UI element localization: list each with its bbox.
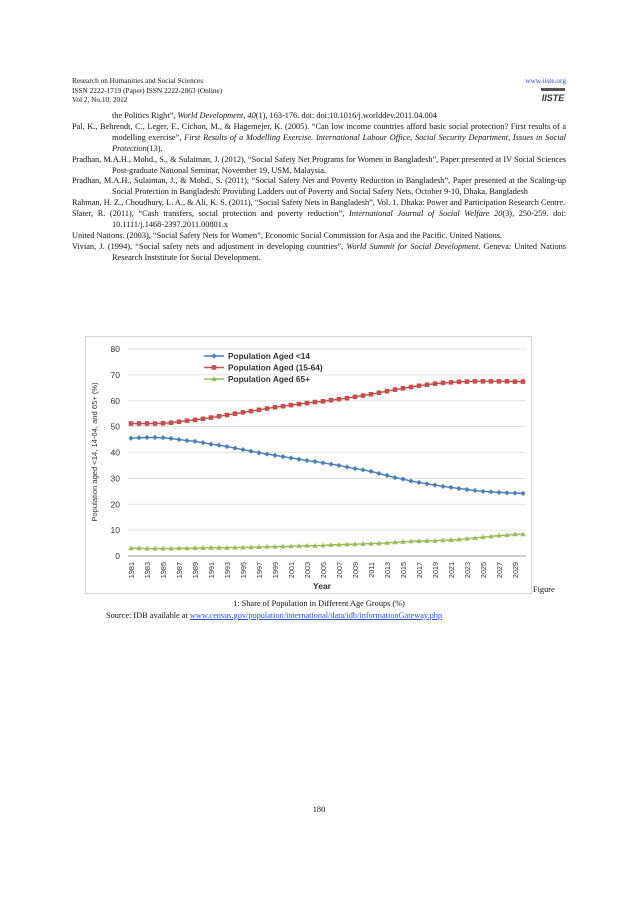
data-point (153, 421, 158, 426)
data-point (473, 379, 478, 384)
data-point (409, 385, 414, 390)
data-point (449, 380, 454, 385)
y-tick-label: 50 (110, 421, 120, 432)
data-point (192, 439, 197, 444)
data-point (257, 408, 262, 413)
data-point (296, 457, 301, 462)
issn-line: ISSN 2222-1719 (Paper) ISSN 2222-2863 (Online) (72, 85, 223, 95)
y-tick-label: 20 (110, 499, 120, 510)
reference-item (72, 231, 566, 242)
data-point (152, 435, 157, 440)
x-tick-label: 2015 (399, 562, 408, 579)
x-tick-label: 2011 (367, 562, 376, 578)
reference-item (72, 155, 566, 177)
x-tick-label: 1995 (239, 562, 248, 579)
reference-text: “Cash transfers, social protection and poverty reduction”, (138, 209, 350, 219)
data-point (280, 454, 285, 459)
source-prefix: Source: IDB available at (106, 611, 190, 620)
data-point (200, 440, 205, 445)
data-point (425, 382, 430, 387)
data-point (441, 381, 446, 386)
legend-label: Population Aged 65+ (228, 374, 310, 384)
data-point (176, 437, 181, 442)
journal-name: Research on Humanities and Social Sciences (72, 76, 204, 85)
data-point (289, 403, 294, 408)
data-point (168, 436, 173, 441)
data-point (312, 459, 317, 464)
reference-italic: International Journal of Social Welfare 20 (349, 209, 503, 219)
reference-text: “Social Safety Net Programs for Women in Bangladesh”, Paper presented at IV Social Sciences Post-graduate National Seminar, November 19, USM, Malaysia. (112, 154, 566, 175)
data-point (217, 414, 222, 419)
x-tick-label: 1983 (143, 562, 152, 579)
data-point (496, 490, 501, 495)
data-point (272, 453, 277, 458)
data-point (265, 406, 270, 411)
data-point (145, 421, 150, 426)
x-tick-label: 2023 (463, 562, 472, 579)
data-point (241, 410, 246, 415)
data-point (129, 421, 134, 426)
data-point (336, 463, 341, 468)
data-point (504, 490, 509, 495)
iiste-logo (540, 86, 566, 104)
figure-source (106, 611, 442, 620)
reference-item (72, 176, 566, 198)
reference-italic: World Development, 40 (177, 111, 256, 120)
data-point (288, 455, 293, 460)
data-point (225, 413, 230, 418)
data-point (137, 421, 142, 426)
data-point (249, 409, 254, 414)
data-point (144, 435, 149, 440)
data-point (480, 489, 485, 494)
data-point (369, 392, 374, 397)
data-point (448, 485, 453, 490)
reference-text: “Social Safety Nets for Women”, Economic Social Commission for Asia and the Pacific. United Nations. (152, 230, 503, 240)
x-tick-label: 2021 (447, 562, 456, 579)
reference-italic: First Results of a Modelling Exercise. International Labour Office, Social Security Department, Issues in Social Protection (112, 132, 566, 153)
reference-item (72, 111, 566, 122)
reference-item (72, 198, 566, 209)
reference-author: Pal, K., Behrendt, C., Leger, F., Cichon, M., & Hagemejer, K. (2005). (72, 121, 312, 131)
y-tick-label: 70 (110, 369, 120, 380)
data-point (297, 402, 302, 407)
data-point (512, 491, 517, 496)
x-tick-label: 1981 (127, 562, 136, 579)
data-point (216, 443, 221, 448)
data-point (281, 404, 286, 409)
reference-italic: World Summit for Social Development (346, 241, 479, 251)
reference-text: the Politics Right”, (112, 111, 178, 120)
data-point (489, 379, 494, 384)
figure-caption: 1: Share of Population in Different Age Groups (%) (233, 599, 405, 608)
data-point (440, 484, 445, 489)
reference-author: Slater, R. (2011), (72, 209, 139, 219)
data-point (256, 450, 261, 455)
legend-label: Population Aged (15-64) (228, 362, 323, 373)
population-chart (85, 336, 532, 594)
data-point (393, 387, 398, 392)
data-point (353, 395, 358, 400)
reference-author: Vivian, J. (1994), (72, 241, 136, 251)
reference-after: . Geneva: United Nations Research Inststitute for Social Development. (112, 241, 566, 262)
data-point (368, 469, 373, 474)
page-number: 180 (312, 805, 326, 814)
data-point (305, 401, 310, 406)
data-point (329, 398, 334, 403)
data-point (321, 399, 326, 404)
y-tick-label: 0 (115, 551, 120, 561)
data-point (209, 415, 214, 420)
data-point (320, 460, 325, 465)
legend-marker (211, 353, 216, 358)
source-link[interactable]: www.census.gov/population/international/data/idb/informationGateway.php (189, 611, 443, 620)
x-tick-label: 2003 (303, 562, 312, 579)
data-point (433, 381, 438, 386)
reference-text: “Social safety nets and adjustment in developing countries”, (135, 241, 347, 251)
y-tick-label: 10 (110, 525, 120, 536)
y-tick-label: 60 (110, 395, 120, 406)
data-point (376, 471, 381, 476)
reference-text: “Social Safety Net and Poverty Reduction in Bangladesh”, Paper presented at the Scaling-up Social Protection in Bangladesh: Providing Ladders out of Poverty and Social Safety Nets, October 9-10, Dhaka, Bangladesh (112, 176, 566, 197)
x-tick-label: 1997 (255, 562, 264, 579)
reference-after: (3), 250-259. doi: 10.1111/j.1468-2397.2011.00801.x (112, 209, 566, 230)
legend-label: Population Aged <14 (228, 351, 310, 361)
data-point (497, 379, 502, 384)
x-tick-label: 2019 (431, 562, 440, 579)
data-point (224, 444, 229, 449)
data-point (401, 386, 406, 391)
x-tick-label: 2013 (383, 562, 392, 579)
y-axis-title: Population aged <14, 14-64, and 65+ (%) (90, 382, 99, 522)
reference-text: “Can low income countries afford basic social protection? First results of a modelling exercise”, (112, 121, 567, 142)
x-tick-label: 2029 (511, 562, 520, 579)
data-point (505, 379, 510, 384)
reference-after: (1), 163-176. doi: doi:10.1016/j.worlddev.2011.04.004 (255, 111, 437, 120)
data-point (313, 400, 318, 405)
data-point (472, 488, 477, 493)
data-point (193, 418, 198, 423)
data-point (488, 489, 493, 494)
reference-item (72, 209, 566, 231)
reference-author: Pradhan, M.A.H., Sulaiman, J., & Mohd., S. (2011), (72, 176, 252, 186)
data-point (201, 417, 206, 422)
x-tick-label: 2025 (479, 562, 488, 579)
x-axis-title: Year (313, 581, 331, 591)
reference-after: (13). (146, 143, 163, 153)
figure-label: Figure (533, 585, 555, 594)
data-point (273, 405, 278, 410)
y-tick-label: 80 (110, 344, 120, 354)
data-point (417, 383, 422, 388)
data-point (352, 466, 357, 471)
data-point (392, 475, 397, 480)
data-point (208, 442, 213, 447)
reference-item (72, 242, 566, 264)
x-tick-label: 2007 (335, 562, 344, 579)
data-point (456, 486, 461, 491)
data-point (360, 467, 365, 472)
data-point (464, 487, 469, 492)
data-point (240, 447, 245, 452)
data-point (337, 397, 342, 402)
reference-author: Pradhan, M.A.H., Mohd., S., & Sulaiman, J. (2012), (72, 154, 248, 164)
journal-url-link[interactable]: www.iiste.org (525, 76, 566, 85)
data-point (232, 446, 237, 451)
x-tick-label: 1989 (191, 562, 200, 579)
x-tick-label: 1999 (271, 562, 280, 579)
data-point (432, 483, 437, 488)
y-tick-label: 40 (110, 447, 120, 458)
data-point (424, 481, 429, 486)
data-point (304, 458, 309, 463)
data-point (185, 418, 190, 423)
logo-text: IISTE (541, 93, 565, 103)
data-point (521, 379, 526, 384)
reference-list (72, 111, 566, 264)
series-line (131, 381, 523, 423)
data-point (385, 389, 390, 394)
data-point (457, 380, 462, 385)
data-point (513, 379, 518, 384)
page-header (72, 76, 222, 105)
data-point (184, 438, 189, 443)
x-tick-label: 2005 (319, 562, 328, 579)
data-point (177, 419, 182, 424)
volume-line: Vol 2, No.10, 2012 (72, 95, 128, 105)
data-point (344, 464, 349, 469)
legend-marker (212, 365, 217, 370)
data-point (408, 478, 413, 483)
y-tick-label: 30 (110, 473, 120, 484)
data-point (136, 435, 141, 440)
reference-author: United Nations. (2003), (72, 230, 153, 240)
x-tick-label: 1987 (175, 562, 184, 579)
data-point (248, 449, 253, 454)
data-point (161, 421, 166, 426)
x-tick-label: 1993 (223, 562, 232, 579)
reference-author: Rahman, H. Z., Choudhury, L. A., & Ali, K. S. (2011), (72, 198, 255, 208)
series-line (131, 534, 523, 548)
data-point (400, 477, 405, 482)
data-point (384, 473, 389, 478)
data-point (169, 420, 174, 425)
data-point (520, 491, 525, 496)
series-line (131, 437, 523, 493)
data-point (328, 462, 333, 467)
data-point (416, 480, 421, 485)
x-tick-label: 2001 (287, 562, 296, 579)
data-point (361, 393, 366, 398)
data-point (128, 436, 133, 441)
data-point (465, 379, 470, 384)
data-point (345, 396, 350, 401)
data-point (377, 390, 382, 395)
x-tick-label: 2027 (495, 562, 504, 579)
x-tick-label: 2009 (351, 562, 360, 579)
x-tick-label: 2017 (415, 562, 424, 579)
data-point (233, 411, 238, 416)
reference-text: “Social Safety Nets in Bangladesh”, Vol. 1. Dhaka: Power and Participation Research Centre. (254, 198, 566, 208)
x-tick-label: 1991 (207, 562, 216, 579)
reference-item (72, 122, 566, 155)
data-point (160, 435, 165, 440)
data-point (481, 379, 486, 384)
x-tick-label: 1985 (159, 562, 168, 579)
